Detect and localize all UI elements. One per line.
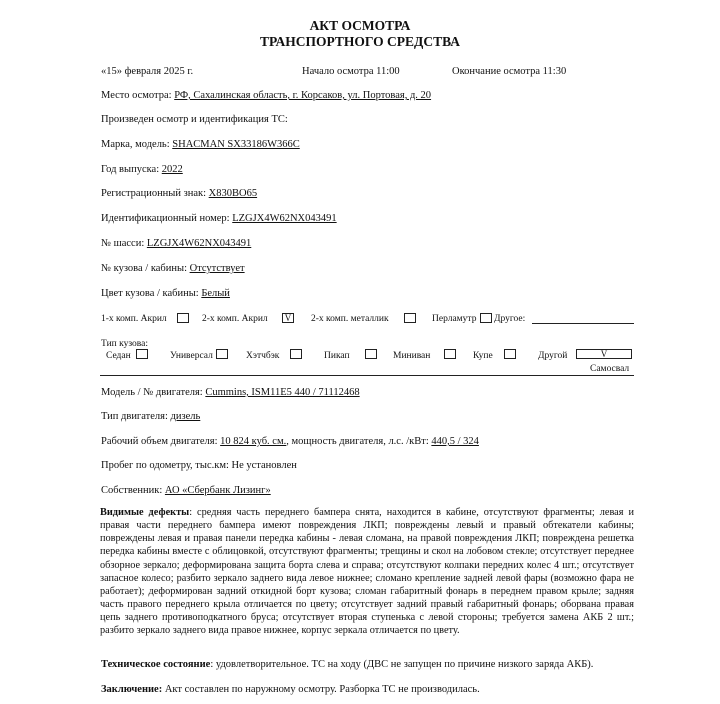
defects-text: : средняя часть переднего бампера снята, находится в кабине, отсутствуют фрагменты; левая и правая части переднего бампера имеют повреждения ЛКП; повреждены левый и правый обтекатели кабины; повреждены левая и правая панели передка кабины - левая сломана, на правой повреждения ЛКП; повреждена решетка передка кабины вместе с облицовкой, отсутствуют фрагменты; трещины и скол на лобовом стекле; отсутствует переднее обзорное зеркало; деформирована защита борта слева и справа; отсутствуют колпаки передних колес 4 шт.; отсутствует запасное колесо; разбито зеркало заднего вида левое нижнее; сломано крепление задней левой фары (возможно фара не работает); деформирован задний откидной борт кузова; сломан габаритный фонарь в переднем правом крыле; задняя часть правого переднего крыла отличается по цвету; отсутствует задний правый габаритный фонарь; оборвана правая цепь заднего противоподкатного бруса; отсутствует вторая ступенька с левой стороны; требуется замена АКБ 2 шт.; разбито зеркало заднего вида правое нижнее, корпус зеркала отличается по цвету. [100, 507, 634, 637]
reg-row [101, 188, 257, 200]
reg-label: Регистрационный знак: [101, 188, 207, 199]
body-type-option: Другой [538, 351, 568, 361]
brand-label: Марка, модель: [101, 139, 170, 150]
engine-power-value: 440,5 / 324 [431, 436, 479, 447]
body-type-option: Универсал [170, 351, 213, 361]
chassis-value: LZGJX4W62NX043491 [146, 238, 252, 249]
defects-label: Видимые дефекты [100, 507, 190, 518]
inspection-date: «15» февраля 2025 г. [101, 66, 194, 77]
engine-type-label: Тип двигателя: [101, 411, 168, 422]
chassis-label: № шасси: [101, 238, 145, 249]
body-type-option: Миниван [393, 351, 431, 361]
vin-label: Идентификационный номер: [101, 213, 230, 224]
reg-value: Х830ВО65 [208, 188, 258, 199]
year-value: 2022 [161, 164, 183, 175]
paint-checkbox-2[interactable]: V [282, 313, 294, 323]
brand-row [101, 139, 300, 151]
defects-paragraph [100, 506, 634, 638]
year-label: Год выпуска: [101, 164, 160, 175]
paint-option-5: Другое: [494, 314, 526, 324]
tech-state-label: Техническое состояние [101, 659, 211, 670]
engine-power-label: , мощность двигателя, л.с. /кВт: [286, 436, 429, 447]
body-type-checkbox[interactable] [216, 349, 228, 359]
body-color-row [101, 288, 230, 300]
body-no-label: № кузова / кабины: [101, 263, 187, 274]
body-type-checkbox[interactable] [290, 349, 302, 359]
paint-option-1: 1-х комп. Акрил [101, 314, 167, 324]
inspection-end: Окончание осмотра 11:30 [452, 66, 567, 77]
paint-checkbox-1[interactable] [177, 313, 189, 323]
body-type-option: Пикап [324, 351, 350, 361]
body-type-option: Седан [106, 351, 131, 361]
engine-model-label: Модель / № двигателя: [101, 387, 203, 398]
engine-volume-value: 10 824 куб. см. [220, 436, 287, 447]
place-row [101, 90, 431, 102]
conclusion-text: Акт составлен по наружному осмотру. Разборка ТС не производилась. [162, 684, 480, 695]
vin-value: LZGJX4W62NX043491 [232, 213, 337, 224]
brand-value: SHACMAN SX33186W366C [172, 139, 300, 150]
inspection-start: Начало осмотра 11:00 [302, 66, 400, 77]
body-type-label: Тип кузова: [101, 339, 149, 349]
engine-volume-row [101, 436, 479, 448]
body-type-underline [100, 375, 634, 376]
body-color-label: Цвет кузова / кабины: [101, 288, 199, 299]
body-no-value: Отсутствует [189, 263, 245, 274]
body-type-option: Хэтчбэк [246, 351, 280, 361]
owner-label: Собственник: [101, 485, 163, 496]
paint-option-4: Перламутр [432, 314, 477, 324]
body-type-option: Купе [473, 351, 493, 361]
doc-title-line2: ТРАНСПОРТНОГО СРЕДСТВА [259, 34, 460, 49]
body-type-checkbox[interactable] [136, 349, 148, 359]
chassis-row [101, 238, 251, 250]
engine-model-row [101, 387, 360, 399]
paint-option-2: 2-х комп. Акрил [202, 314, 268, 324]
vin-row [101, 213, 337, 225]
body-type-checkbox[interactable] [365, 349, 377, 359]
body-color-value: Белый [201, 288, 230, 299]
body-no-row [101, 263, 245, 275]
conclusion-row [101, 684, 480, 696]
engine-type-value: дизель [170, 411, 201, 422]
year-row [101, 164, 183, 176]
place-label: Место осмотра: [101, 90, 172, 101]
place-value: РФ, Сахалинская область, г. Корсаков, ул. Портовая, д. 20 [174, 90, 432, 101]
owner-row [101, 485, 271, 497]
paint-checkbox-4[interactable] [480, 313, 492, 323]
conclusion-label: Заключение: [101, 684, 163, 695]
identification-heading: Произведен осмотр и идентификация ТС: [101, 114, 288, 125]
mileage-row: Пробег по одометру, тыс.км: Не установлен [101, 460, 297, 471]
body-type-checkbox[interactable] [444, 349, 456, 359]
doc-title-line1: АКТ ОСМОТРА [309, 18, 411, 33]
body-type-checkbox-other[interactable]: V [576, 349, 632, 359]
paint-option-3: 2-х комп. металлик [311, 314, 389, 324]
body-type-checkbox[interactable] [504, 349, 516, 359]
engine-type-row [101, 411, 200, 423]
tech-state-text: : удовлетворительное. ТС на ходу (ДВС не запущен по причине низкого заряда АКБ). [210, 659, 594, 670]
paint-checkbox-3[interactable] [404, 313, 416, 323]
owner-value: АО «Сбербанк Лизинг» [164, 485, 271, 496]
body-type-other-value: Самосвал [590, 364, 630, 374]
engine-volume-label: Рабочий объем двигателя: [101, 436, 218, 447]
engine-model-value: Cummins, ISM11E5 440 / 71112468 [205, 387, 360, 398]
tech-state-row [101, 659, 593, 671]
paint-other-line [532, 323, 634, 324]
